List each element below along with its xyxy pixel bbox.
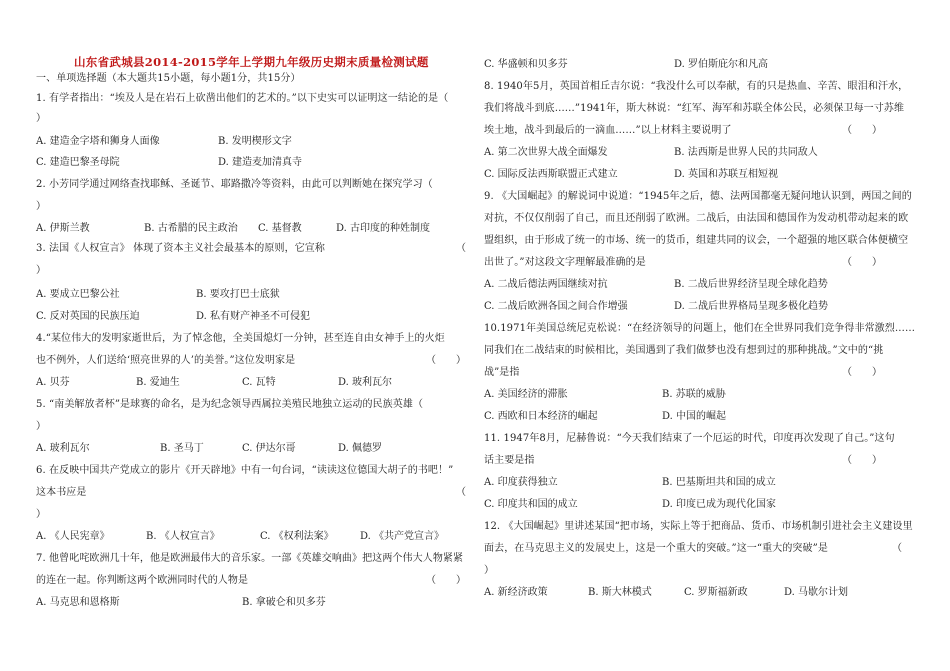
- exam-title: 山东省武城县2014-2015学年上学期九年级历史期末质量检测试题: [74, 55, 429, 69]
- q3-paren-open: （: [456, 243, 466, 254]
- q11-option-c: C. 印度共和国的成立: [484, 499, 578, 510]
- q4-option-c: C. 瓦特: [242, 377, 276, 388]
- q10-option-c: C. 西欧和日本经济的崛起: [484, 411, 598, 422]
- q3-paren-close: ）: [36, 265, 47, 276]
- q10-paren: （ ）: [842, 367, 882, 378]
- q9-option-d: D. 二战后世界格局呈现多极化趋势: [674, 301, 829, 312]
- q8-stem-1: 8. 1940年5月，英国首相丘吉尔说：“我没什么可以奉献，有的只是热血、辛苦、眼泪和汗水，: [484, 81, 909, 92]
- q8-stem-3: 埃土地，战斗到最后的一滴血……”以上材料主要说明了: [484, 125, 732, 136]
- q3-option-a: A. 要成立巴黎公社: [36, 289, 120, 300]
- q7-option-c: C. 华盛顿和贝多芬: [484, 59, 568, 70]
- q6-paren-open: （: [456, 487, 466, 498]
- q1-option-c: C. 建造巴黎圣母院: [36, 157, 120, 168]
- q5-option-a: A. 玻利瓦尔: [36, 443, 90, 454]
- q9-stem-4: 出世了。”对这段文字理解最准确的是: [484, 257, 646, 268]
- q12-option-b: B. 斯大林模式: [588, 587, 652, 598]
- q12-option-c: C. 罗斯福新政: [684, 587, 748, 598]
- q7-option-a: A. 马克思和恩格斯: [36, 597, 120, 608]
- q6-paren-close: ）: [36, 509, 47, 520]
- q8-option-a: A. 第二次世界大战全面爆发: [484, 147, 608, 158]
- q11-stem-1: 11. 1947年8月，尼赫鲁说：“今天我们结束了一个厄运的时代，印度再次发现了自己。”这句: [484, 433, 895, 444]
- q11-option-a: A. 印度获得独立: [484, 477, 558, 488]
- q11-stem-2: 话主要是指: [484, 455, 535, 466]
- q11-option-b: B. 巴基斯坦共和国的成立: [662, 477, 776, 488]
- q12-option-a: A. 新经济政策: [484, 587, 548, 598]
- q6-option-b: B. 《人权宣言》: [146, 531, 220, 542]
- q12-paren-close: ）: [484, 565, 495, 576]
- q5-paren: ）: [36, 421, 47, 432]
- q2-paren: ）: [36, 201, 47, 212]
- q3-option-d: D. 私有财产神圣不可侵犯: [196, 311, 311, 322]
- q9-stem-1: 9. 《大国崛起》的解说词中说道：“1945年之后，德、法两国都毫无疑问地认识到，两国之间的: [484, 191, 912, 202]
- q4-option-b: B. 爱迪生: [136, 377, 180, 388]
- q3-option-b: B. 要攻打巴士底狱: [196, 289, 280, 300]
- q6-option-c: C. 《权利法案》: [260, 531, 334, 542]
- q9-paren: （ ）: [842, 257, 882, 268]
- q8-paren: （ ）: [842, 125, 882, 136]
- q4-stem-2: 也不例外，人们送给‘照亮世界的人’的美誉。”这位发明家是: [36, 355, 296, 366]
- q11-option-d: D. 印度已成为现代化国家: [662, 499, 777, 510]
- q1-stem: 1. 有学者指出：“埃及人是在岩石上砍凿出他们的艺术的。”以下史实可以证明这一结论的是（: [36, 93, 449, 104]
- q6-option-a: A. 《人民宪章》: [36, 531, 110, 542]
- q6-option-d: D. 《共产党宣言》: [360, 531, 445, 542]
- q7-stem-1: 7. 他曾叱咤欧洲几十年，他是欧洲最伟大的音乐家。一部《英雄交响曲》把这两个伟大人物紧紧: [36, 553, 464, 564]
- q4-option-d: D. 玻利瓦尔: [338, 377, 393, 388]
- q8-option-d: D. 英国和苏联互相短视: [674, 169, 779, 180]
- section-heading: 一、单项选择题（本大题共15小题，每小题1分，共15分）: [36, 73, 301, 84]
- q6-stem-1: 6. 在反映中国共产党成立的影片《开天辟地》中有一句台词，“读读这位德国大胡子的书吧！”: [36, 465, 454, 476]
- q10-option-d: D. 中国的崛起: [662, 411, 727, 422]
- q3-option-c: C. 反对英国的民族压迫: [36, 311, 140, 322]
- q6-stem-2: 这本书应是: [36, 487, 87, 498]
- q5-stem: 5. “南美解放者杯”是球赛的命名，是为纪念领导西属拉美殖民地独立运动的民族英雄（: [36, 399, 424, 410]
- q7-paren: （ ）: [426, 575, 466, 586]
- q1-paren: ）: [36, 113, 47, 124]
- q4-paren: （ ）: [426, 355, 466, 366]
- q8-option-b: B. 法西斯是世界人民的共同敌人: [674, 147, 818, 158]
- q4-option-a: A. 贝芬: [36, 377, 70, 388]
- q12-stem-2: 面去，在马克思主义的发展史上，这是一个重大的突破。”这一“重大的突破”是: [484, 543, 828, 554]
- q10-option-b: B. 苏联的威胁: [662, 389, 726, 400]
- q7-option-b: B. 拿破仑和贝多芬: [242, 597, 326, 608]
- q3-stem: 3. 法国《人权宣言》 体现了资本主义社会最基本的原则，它宣称: [36, 243, 325, 254]
- q9-option-b: B. 二战后世界经济呈现全球化趋势: [674, 279, 828, 290]
- q4-stem-1: 4.“某位伟大的发明家逝世后，为了悼念他，全美国熄灯一分钟，甚至连自由女神手上的火炬: [36, 333, 445, 344]
- q8-option-c: C. 国际反法西斯联盟正式建立: [484, 169, 618, 180]
- q12-option-d: D. 马歇尔计划: [784, 587, 849, 598]
- q7-stem-2: 的连在一起。你判断这两个欧洲同时代的人物是: [36, 575, 249, 586]
- q1-option-d: D. 建造麦加清真寺: [218, 157, 303, 168]
- q12-stem-1: 12. 《大国崛起》里讲述某国“把市场，实际上等于把商品、货币、市场机制引进社会主义建设里: [484, 521, 913, 532]
- q10-stem-3: 战”是指: [484, 367, 520, 378]
- q9-stem-2: 对抗，不仅仅削弱了自己，而且还削弱了欧洲。二战后，由法国和德国作为发动机带动起来的欧: [484, 213, 909, 224]
- q1-option-b: B. 发明楔形文字: [218, 136, 292, 147]
- q7-option-d: D. 罗伯斯庇尔和凡高: [674, 59, 769, 70]
- q2-option-a: A. 伊斯兰教: [36, 223, 90, 234]
- q5-option-b: B. 圣马丁: [160, 443, 204, 454]
- q10-stem-1: 10.1971年美国总统尼克松说：“在经济领导的问题上，他们在全世界同我们竞争得非常激烈……: [484, 323, 916, 334]
- q9-option-c: C. 二战后欧洲各国之间合作增强: [484, 301, 628, 312]
- q5-option-d: D. 佩德罗: [338, 443, 383, 454]
- q2-stem: 2. 小芳同学通过网络查找耶稣、圣诞节、耶路撒冷等资料，由此可以判断她在探究学习（: [36, 179, 433, 190]
- q2-option-c: C. 基督教: [258, 223, 302, 234]
- q10-option-a: A. 美国经济的滞胀: [484, 389, 568, 400]
- q2-option-d: D. 古印度的种姓制度: [336, 223, 431, 234]
- q5-option-c: C. 伊达尔哥: [242, 443, 296, 454]
- q12-paren-open: （: [892, 543, 902, 554]
- q1-option-a: A. 建造金字塔和狮身人面像: [36, 136, 160, 147]
- q11-paren: （ ）: [842, 455, 882, 466]
- q10-stem-2: 同我们在二战结束的时候相比，美国遇到了我们做梦也没有想到过的那种挑战。”文中的“挑: [484, 345, 884, 356]
- q9-stem-3: 盟组织，由于形成了统一的市场、统一的货币，组建共同的议会，一个超强的地区联合体便横空: [484, 235, 909, 246]
- q2-option-b: B. 古希腊的民主政治: [144, 223, 238, 234]
- q9-option-a: A. 二战后德法两国继续对抗: [484, 279, 608, 290]
- q8-stem-2: 我们将战斗到底……”1941年，斯大林说：“红军、海军和苏联全体公民，必须保卫每一寸苏维: [484, 103, 905, 114]
